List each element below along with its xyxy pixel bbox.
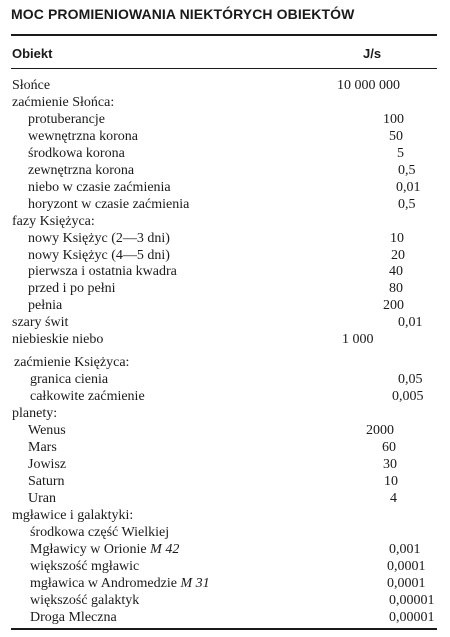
row-value: 30: [383, 456, 397, 472]
table-row: [0, 94, 450, 111]
table-row: [0, 145, 450, 162]
table-body: [0, 77, 450, 626]
row-label: przed i po pełni: [28, 281, 116, 297]
table-row: [0, 439, 450, 456]
row-value: 10 000 000: [337, 78, 400, 93]
row-value: 0,05: [398, 372, 423, 388]
row-value: 0,005: [392, 389, 424, 405]
row-label: niebieskie niebo: [12, 332, 104, 348]
row-label: pełnia: [28, 298, 63, 314]
table-row: [0, 575, 450, 592]
table-row: [0, 456, 450, 473]
table-row: [0, 473, 450, 490]
row-value: 60: [382, 440, 396, 456]
table-row: [0, 77, 450, 94]
table-row: [0, 507, 450, 524]
row-label: Mars: [28, 440, 57, 456]
page-title: MOC PROMIENIOWANIA NIEKTÓRYCH OBIEKTÓW: [11, 6, 355, 22]
column-header-object: Obiekt: [12, 46, 53, 61]
table-row: [0, 558, 450, 575]
row-label: szary świt: [12, 315, 69, 331]
table-row: [0, 263, 450, 280]
row-label: nowy Księżyc (2—3 dni): [28, 230, 170, 246]
row-value: 0,5: [398, 196, 416, 212]
row-label: mgławice i galaktyki:: [12, 507, 134, 523]
table-row: [0, 405, 450, 422]
row-label: Droga Mleczna: [30, 609, 117, 625]
table-row: [0, 524, 450, 541]
header-rule: [11, 68, 437, 69]
table-row: [0, 280, 450, 297]
table-row: [0, 179, 450, 196]
row-label: większość galaktyk: [30, 592, 140, 608]
row-label: horyzont w czasie zaćmienia: [28, 196, 190, 212]
row-label: Uran: [28, 490, 56, 506]
row-label: zaćmienie Księżyca:: [14, 355, 130, 371]
table-row: [0, 314, 450, 331]
bottom-rule: [11, 628, 437, 630]
row-label: Mgławicy w Orionie M 42: [30, 541, 180, 557]
row-label: większość mgławic: [30, 558, 140, 574]
row-value: 100: [383, 111, 404, 127]
row-label: fazy Księżyca:: [12, 213, 95, 229]
row-value: 10: [384, 473, 398, 489]
row-label: całkowite zaćmienie: [30, 389, 145, 405]
table-row: [0, 162, 450, 179]
table-row: [0, 111, 450, 128]
top-rule: [11, 34, 437, 36]
row-value: 0,0001: [387, 575, 426, 591]
row-value: 0,01: [396, 179, 421, 195]
table-row: [0, 297, 450, 314]
table-row: [0, 213, 450, 230]
row-label: Jowisz: [28, 456, 67, 472]
row-label: wewnętrzna korona: [28, 128, 139, 144]
row-label: środkowa część Wielkiej: [30, 524, 170, 540]
row-label: nowy Księżyc (4—5 dni): [28, 247, 170, 263]
catalog-designation: M 42: [150, 541, 180, 557]
row-label: niebo w czasie zaćmienia: [28, 179, 171, 195]
table-row: [0, 371, 450, 388]
row-value: 4: [390, 490, 397, 506]
row-label: zewnętrzna korona: [28, 162, 135, 178]
row-value: 5: [397, 145, 404, 161]
row-value: 10: [390, 230, 404, 246]
row-value: 80: [389, 281, 403, 297]
table-row: [0, 128, 450, 145]
column-header-value: J/s: [363, 46, 382, 61]
row-label: zaćmienie Słońca:: [12, 94, 115, 110]
catalog-designation: M 31: [180, 575, 210, 591]
row-label: pierwsza i ostatnia kwadra: [28, 264, 177, 280]
table-row: [0, 388, 450, 405]
row-label: granica cienia: [30, 372, 109, 388]
table-row: [0, 541, 450, 558]
row-value: 1 000: [342, 332, 374, 348]
row-label: Saturn: [28, 473, 65, 489]
table-row: [0, 230, 450, 247]
row-value: 0,0001: [387, 558, 426, 574]
row-value: 0,01: [398, 315, 423, 331]
row-label: Wenus: [28, 423, 66, 439]
table-row: [0, 422, 450, 439]
row-label: protuberancje: [28, 111, 105, 127]
table-row: [0, 196, 450, 213]
row-value: 200: [383, 298, 404, 314]
table-row: [0, 592, 450, 609]
table-row: [0, 609, 450, 626]
row-value: 0,001: [389, 541, 421, 557]
row-label: Słońce: [12, 78, 51, 93]
row-value: 2000: [366, 423, 394, 439]
row-label: środkowa korona: [28, 145, 125, 161]
row-label: planety:: [12, 406, 58, 422]
row-value: 0,00001: [389, 592, 435, 608]
row-value: 20: [391, 247, 405, 263]
row-value: 40: [389, 264, 403, 280]
table-row: [0, 354, 450, 371]
row-value: 0,00001: [389, 609, 435, 625]
table-row: [0, 331, 450, 348]
table-row: [0, 247, 450, 264]
row-value: 0,5: [398, 162, 416, 178]
table-row: [0, 490, 450, 507]
row-value: 50: [389, 128, 403, 144]
row-label: mgławica w Andromedzie M 31: [30, 575, 210, 591]
